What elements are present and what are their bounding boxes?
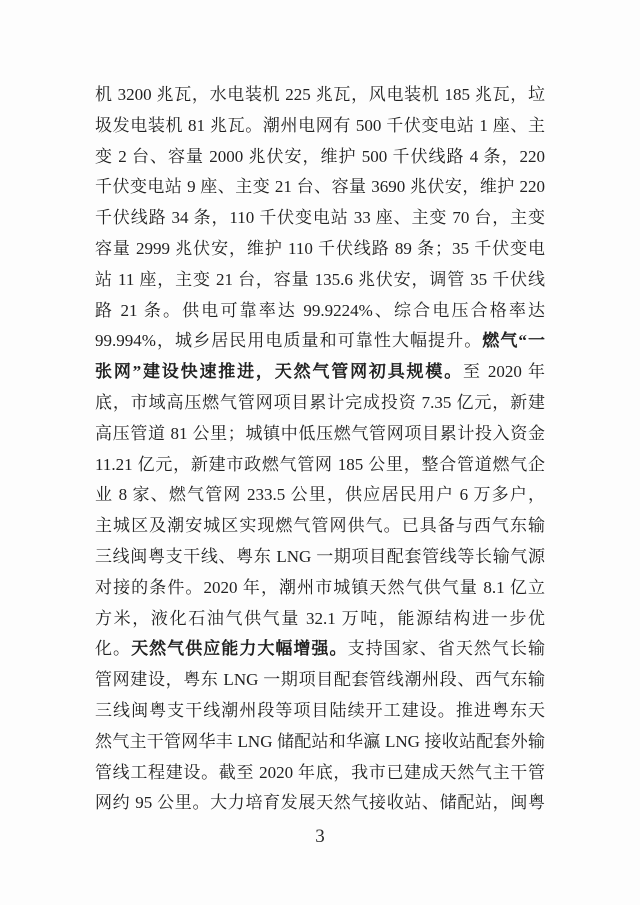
text-segment: 底，市域高压燃气管网项目累计完成投资 7.35 亿元，新建 <box>95 392 545 412</box>
text-segment: 机 3200 兆瓦，水电装机 225 兆瓦，风电装机 185 兆瓦，垃 <box>95 85 545 104</box>
page-number: 3 <box>315 826 325 847</box>
text-line <box>95 296 545 327</box>
text-segment: 方米，液化石油气供气量 32.1 万吨，能源结构进一步优 <box>95 608 545 628</box>
text-segment: 千伏变电站 9 座、主变 21 台、容量 3690 兆伏安，维护 220 <box>95 177 545 197</box>
text-segment: 高压管道 81 公里；城镇中低压燃气管网项目累计投入资金 <box>95 423 545 443</box>
text-line <box>95 234 545 265</box>
text-segment: 化。 <box>95 639 132 659</box>
text-segment: 千伏线路 34 条，110 千伏变电站 33 座、主变 70 台，主变 <box>95 208 545 228</box>
text-line <box>95 203 545 234</box>
text-line <box>95 634 545 665</box>
text-segment: 对接的条件。2020 年，潮州市城镇天然气供气量 8.1 亿立 <box>95 577 545 597</box>
text-line <box>95 142 545 173</box>
text-segment: 然气主干管网华丰 LNG 储配站和华瀛 LNG 接收站配套外输 <box>95 731 545 751</box>
text-segment: 支持国家、省天然气长输 <box>347 639 545 659</box>
text-line <box>95 788 545 819</box>
text-line <box>95 696 545 727</box>
text-line <box>95 542 545 573</box>
text-line <box>95 450 545 481</box>
text-segment: 管线工程建设。截至 2020 年底，我市已建成天然气主干管 <box>95 762 545 782</box>
text-line <box>95 357 545 388</box>
text-segment: 至 2020 年 <box>463 362 545 382</box>
text-line <box>95 511 545 542</box>
text-segment: 11.21 亿元，新建市政燃气管网 185 公里，整合管道燃气企 <box>95 454 545 474</box>
text-line <box>95 419 545 450</box>
text-segment: 网约 95 公里。大力培育发展天然气接收站、储配站，闽粤 <box>95 793 545 813</box>
text-line <box>95 172 545 203</box>
text-line <box>95 111 545 142</box>
text-line <box>95 665 545 696</box>
bold-heading-segment: 燃气“一 <box>482 331 545 351</box>
text-segment: 圾发电装机 81 兆瓦。潮州电网有 500 千伏变电站 1 座、主 <box>95 115 545 135</box>
text-segment: 三线闽粤支干线潮州段等项目陆续开工建设。推进粤东天 <box>95 700 545 720</box>
text-line <box>95 80 545 111</box>
text-segment: 站 11 座，主变 21 台，容量 135.6 兆伏安，调管 35 千伏线 <box>95 269 545 289</box>
text-segment: 路 21 条。供电可靠率达 99.9224%、综合电压合格率达 <box>95 300 545 320</box>
text-line <box>95 388 545 419</box>
text-segment: 管网建设，粤东 LNG 一期项目配套管线潮州段、西气东输 <box>95 670 545 690</box>
text-segment: 三线闽粤支干线、粤东 LNG 一期项目配套管线等长输气源 <box>95 546 545 566</box>
text-line <box>95 573 545 604</box>
text-line <box>95 604 545 635</box>
body-text <box>95 80 545 819</box>
bold-heading-segment: 张网”建设快速推进，天然气管网初具规模。 <box>95 362 464 382</box>
text-line <box>95 480 545 511</box>
text-segment: 容量 2999 兆伏安，维护 110 千伏线路 89 条；35 千伏变电 <box>95 238 545 258</box>
text-line <box>95 265 545 296</box>
text-segment: 主城区及潮安城区实现燃气管网供气。已具备与西气东输 <box>95 516 545 536</box>
text-line <box>95 758 545 789</box>
text-line <box>95 326 545 357</box>
text-segment: 变 2 台、容量 2000 兆伏安，维护 500 千伏线路 4 条，220 <box>95 146 545 166</box>
text-line <box>95 727 545 758</box>
text-segment: 业 8 家、燃气管网 233.5 公里，供应居民用户 6 万多户， <box>95 485 545 505</box>
text-segment: 99.994%，城乡居民用电质量和可靠性大幅提升。 <box>95 331 483 351</box>
bold-heading-segment: 天然气供应能力大幅增强。 <box>131 639 348 659</box>
